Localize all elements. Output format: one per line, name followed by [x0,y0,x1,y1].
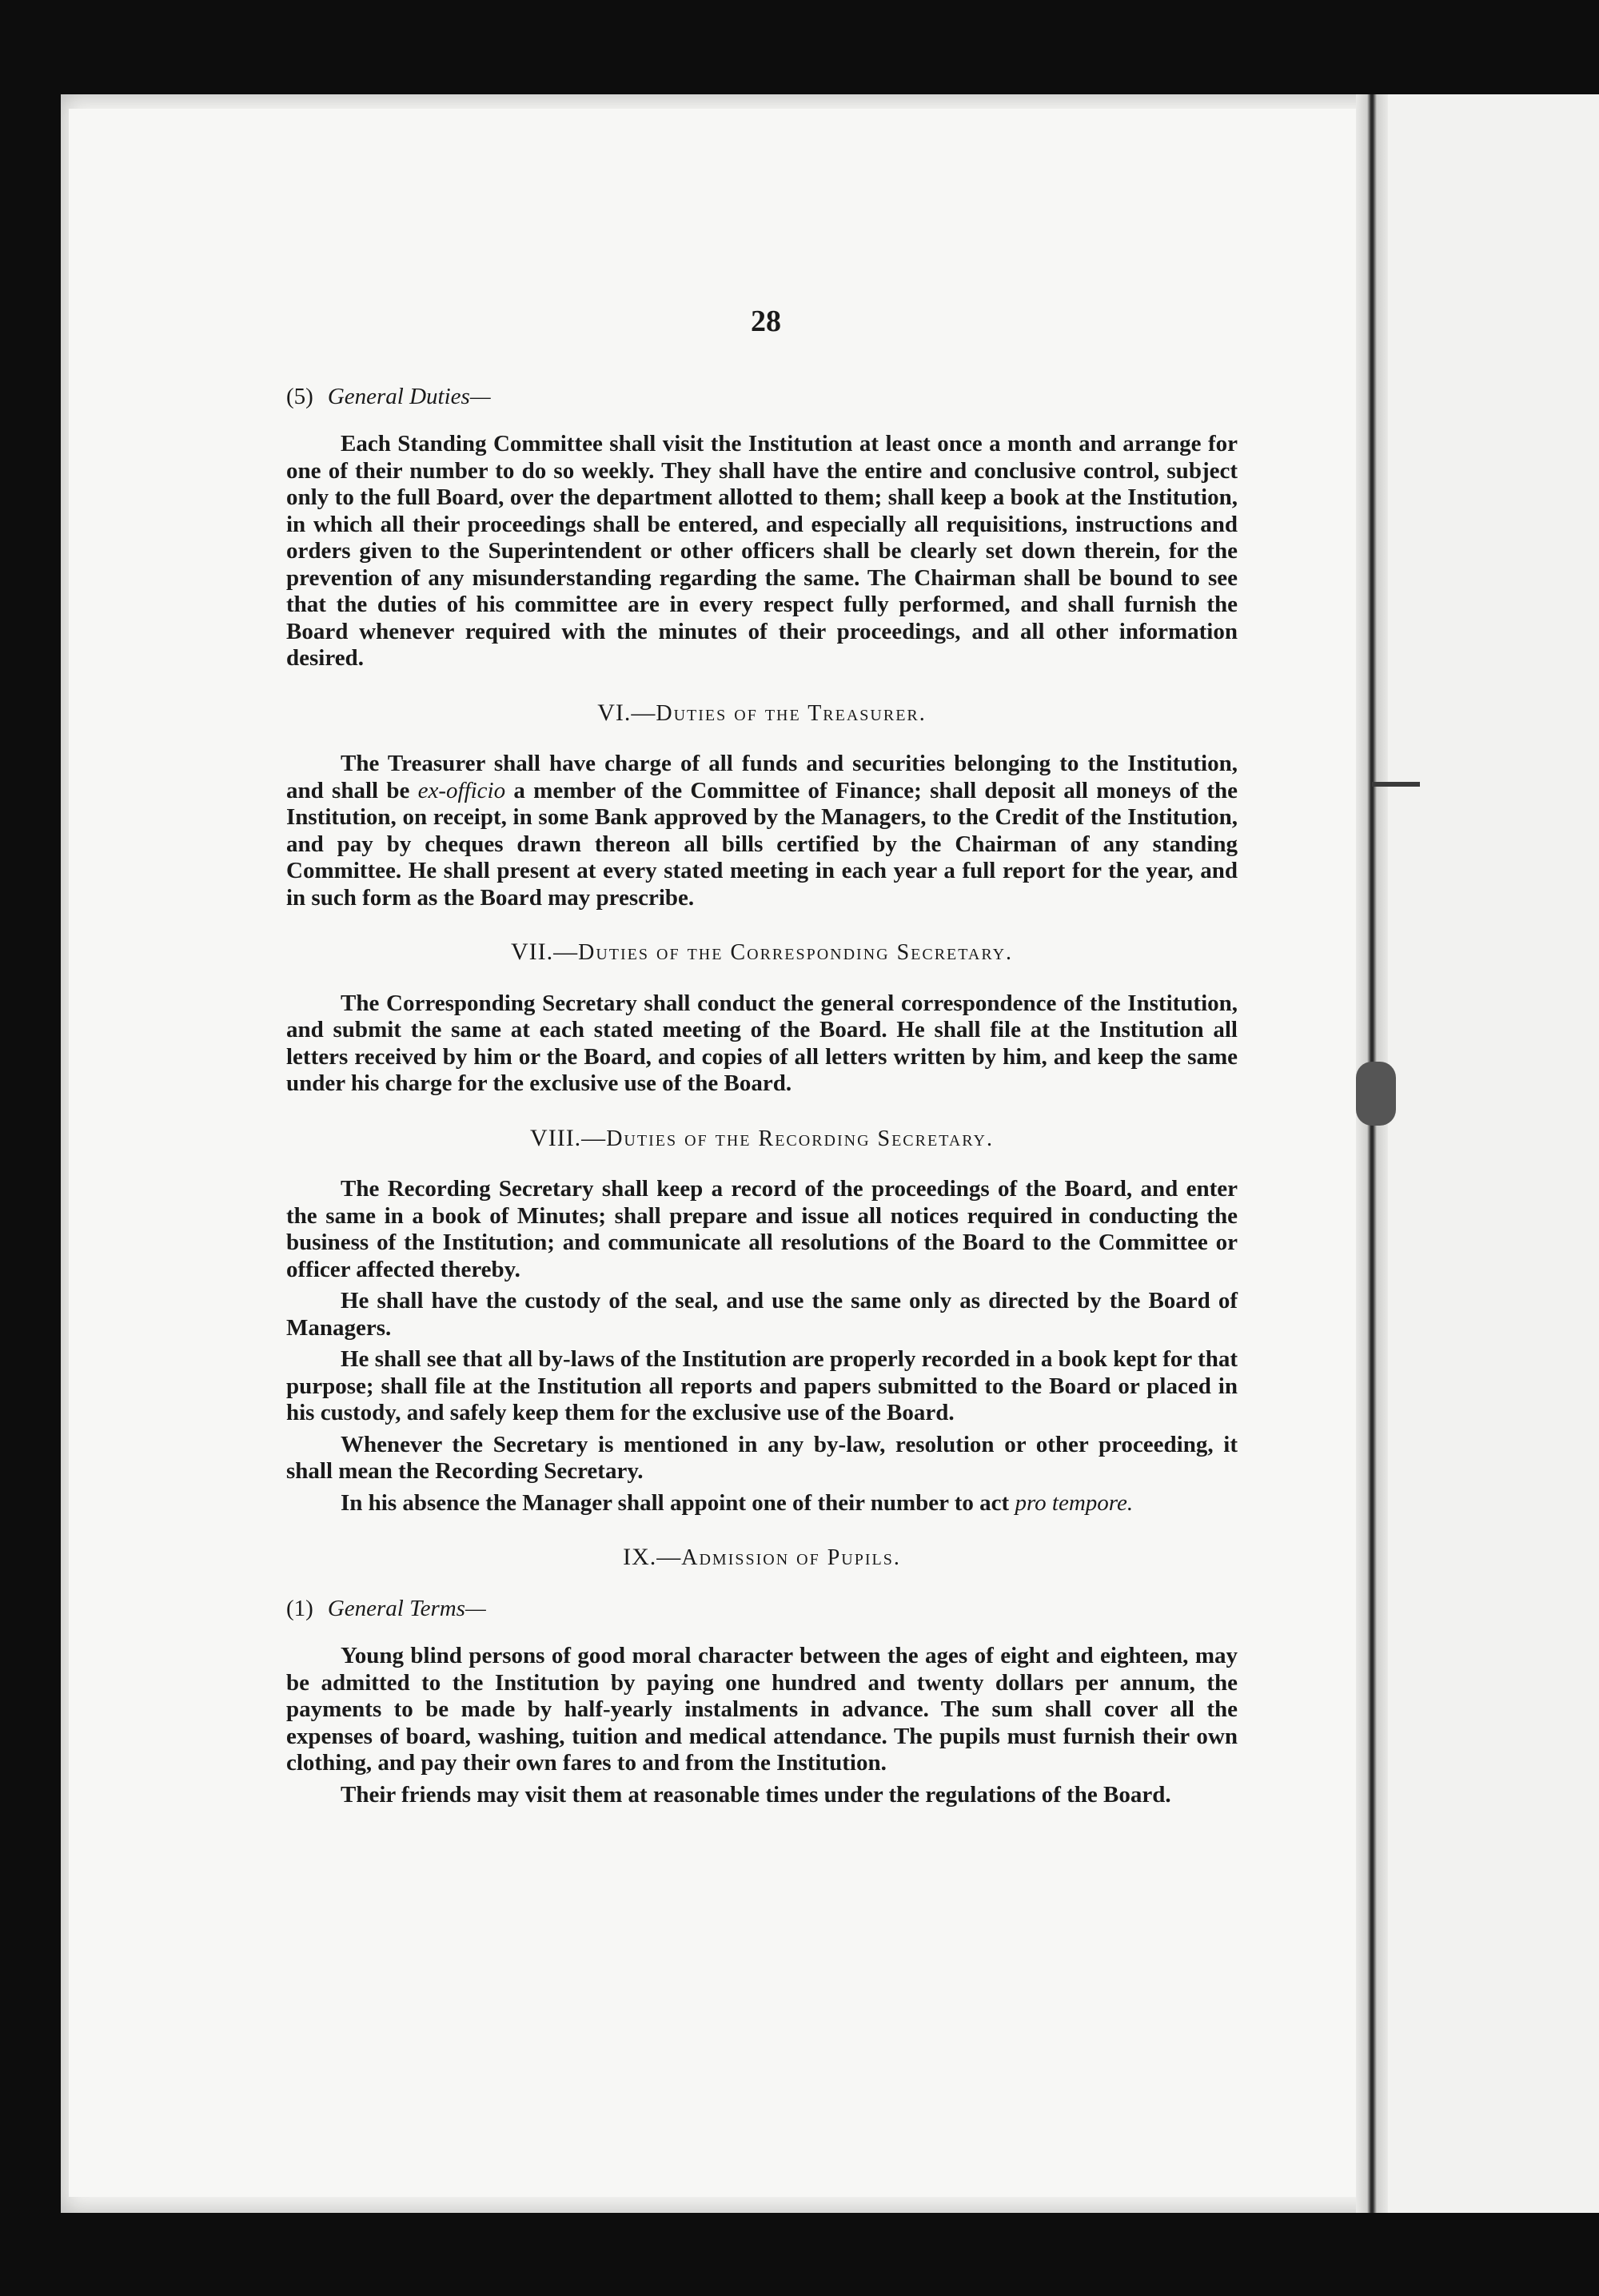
paragraph-recording-4: Whenever the Secretary is mentioned in any by-law, resolution or other proceeding, it shall mean the Recording Secretary. [286,1431,1238,1484]
right-page-edge [1388,94,1599,2213]
paragraph-recording-3: He shall see that all by-laws of the Institution are properly recorded in a book kept for that purpose; shall file at the Institution all reports and papers submitted to the Board or placed in his custody, and safely keep them for the exclusive use of the Board. [286,1346,1238,1425]
subheading-label: General Duties— [327,383,491,409]
subheading-general-duties [286,384,1238,411]
section-title-admission [286,1544,1238,1572]
book-gutter [1356,94,1388,2213]
paragraph-recording-5 [286,1490,1238,1517]
subheading-numeral: (1) [286,1595,313,1621]
section-heading: Duties of the Treasurer. [656,700,927,726]
paragraph-text: In his absence the Manager shall appoint one of their number to act [341,1489,1015,1516]
binding-thread-mark [1372,782,1420,787]
section-heading: Duties of the Recording Secretary. [606,1126,994,1151]
binding-thread-mark [1356,1062,1396,1126]
paragraph-recording-2: He shall have the custody of the seal, and use the same only as directed by the Board of Managers. [286,1288,1238,1341]
section-numeral: VIII.— [530,1124,607,1151]
subheading-numeral: (5) [286,383,313,409]
paragraph-treasurer [286,751,1238,911]
paragraph-text: a member of the Committee of Finance; shall deposit all moneys of the Institution, on receipt, in some Bank approved by the Managers, to the Credit of the Institution, and pay by cheques drawn thereon all bills certified by the Chairman of any standing Committee. He shall present at every stated meeting in each year a full report for the year, and in such form as the Board may prescribe. [286,777,1238,911]
paragraph-admission-2: Their friends may visit them at reasonable times under the regulations of the Board. [341,1781,1171,1808]
italic-term: ex-officio [417,777,506,803]
subheading-label: General Terms— [327,1595,486,1621]
paragraph-recording-1: The Recording Secretary shall keep a record of the proceedings of the Board, and enter the same in a book of Minutes; shall prepare and issue all notices required in conducting the business of the Institution; and communicate all resolutions of the Board to the Committee or officer affected thereby. [286,1176,1238,1282]
section-title-treasurer [286,700,1238,727]
paragraph-general-duties: Each Standing Committee shall visit the Institution at least once a month and arrange for one of their number to do so weekly. They shall have the entire and conclusive control, subject only to the full Board, over the department allotted to them; shall keep a book at the Institution, in which all their proceedings shall be entered, and especially all requisitions, instructions and orders given to the Superintendent or other officers shall be clearly set down therein, for the prevention of any misunderstanding regarding the same. The Chairman shall be bound to see that the duties of his committee are in every respect fully performed, and shall furnish the Board whenever required with the minutes of their proceedings, and all other information desired. [286,431,1238,671]
page-number: 28 [751,305,781,338]
book-spread [61,94,1599,2213]
paragraph-admission-1: Young blind persons of good moral character between the ages of eight and eighteen, may be admitted to the Institution by paying one hundred and twenty dollars per annum, the payments to be made by half-yearly instalments in advance. The sum shall cover all the expenses of board, washing, tuition and medical attendance. The pupils must furnish their own clothing, and pay their own fares to and from the Institution. [286,1643,1238,1776]
section-heading: Duties of the Corresponding Secretary. [578,940,1014,965]
italic-term: pro tempore. [1015,1489,1134,1516]
section-heading: Admission of Pupils. [681,1545,901,1570]
paragraph-corresponding: The Corresponding Secretary shall conduct the general correspondence of the Institution, and submit the same at each stated meeting of the Board. He shall file at the Institution all letters received by him or the Board, and copies of all letters written by him, and keep the same under his charge for the exclusive use of the Board. [286,990,1238,1096]
section-numeral: IX.— [623,1544,682,1570]
section-title-corresponding [286,939,1238,967]
section-title-recording [286,1125,1238,1153]
section-numeral: VII.— [510,939,579,965]
page-text [286,305,1238,1813]
left-page [69,109,1380,2197]
section-numeral: VI.— [597,699,656,726]
paragraph-text: The Treasurer shall have charge of all funds and securities belonging to the Institution, and shall be [286,751,1238,803]
subheading-general-terms [286,1596,1238,1623]
